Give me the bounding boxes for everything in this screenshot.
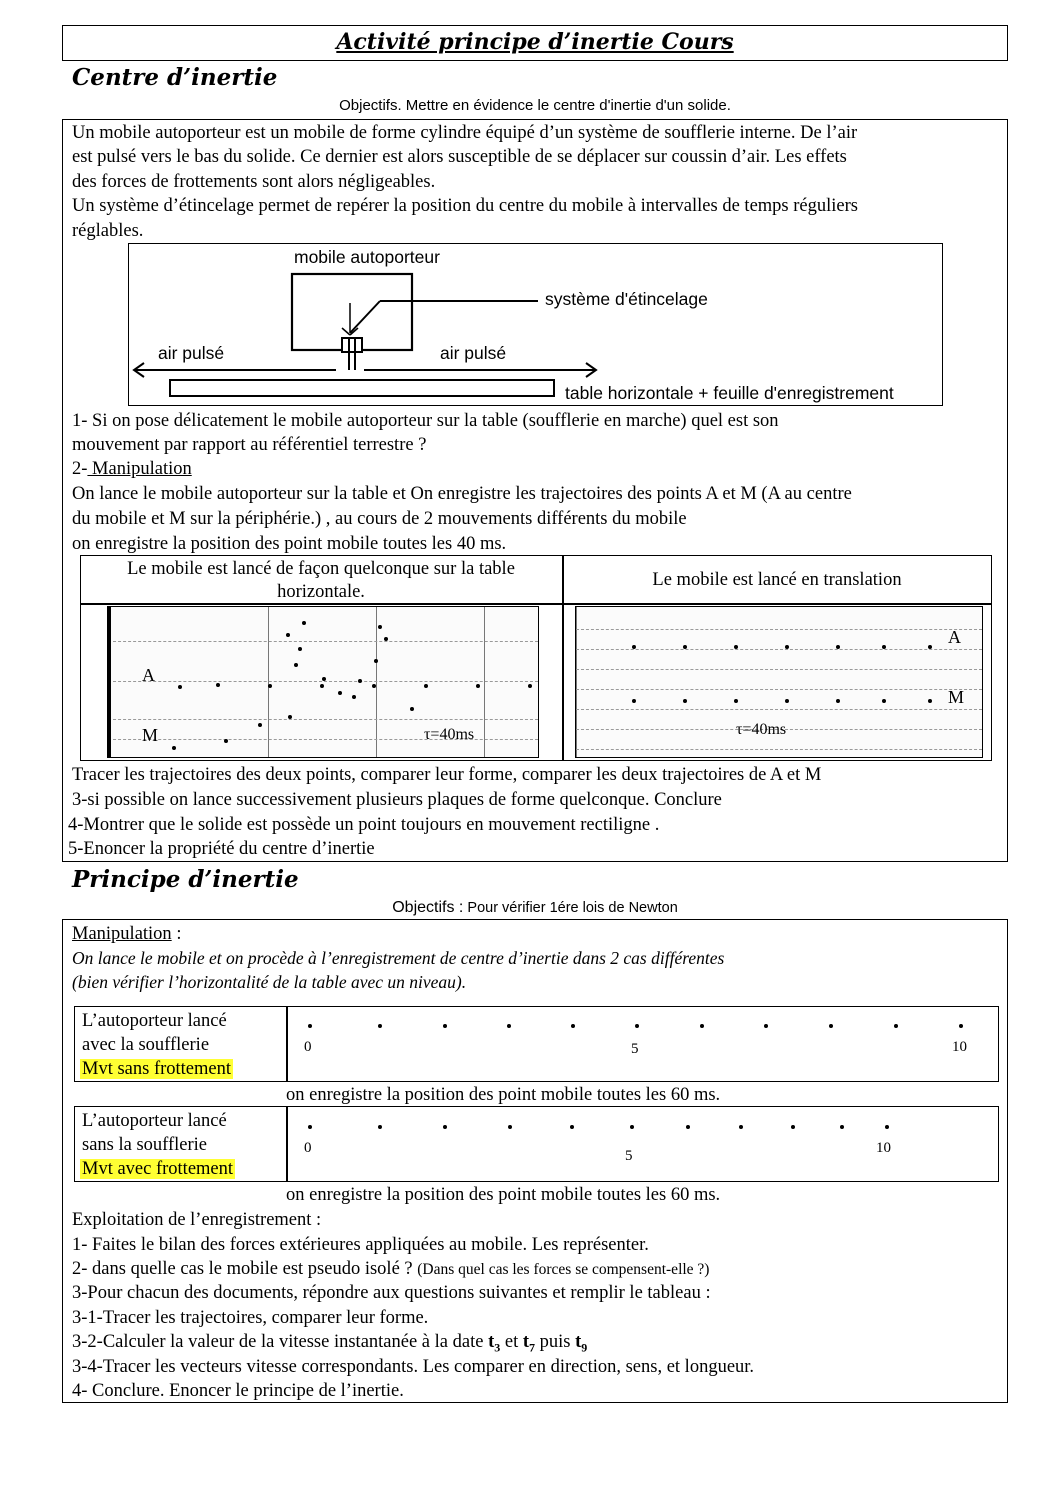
exploit-line-3: 3-Pour chacun des documents, répondre aux questions suivantes et remplir le tableau : <box>72 1283 711 1303</box>
rec2-point-M <box>683 699 687 703</box>
objectives-2-prefix: Objectifs : <box>392 899 464 916</box>
manip-line-3: on enregistre la position des point mobile toutes les 40 ms. <box>72 534 507 554</box>
rec1-point-A <box>320 684 324 688</box>
rec1-point-M <box>358 679 362 683</box>
case1-line-2: avec la soufflerie <box>82 1035 210 1055</box>
case2-point <box>739 1125 743 1129</box>
manip-heading <box>72 922 181 947</box>
case2-tick-5: 5 <box>625 1148 633 1164</box>
case2-tick-10: 10 <box>876 1140 891 1156</box>
rec2-point-M <box>928 699 932 703</box>
objectives-2 <box>0 899 1058 917</box>
rec1-point-A <box>268 684 272 688</box>
rec1-point-A <box>424 684 428 688</box>
case2-tick-0: 0 <box>304 1140 312 1156</box>
rec2-tau-label: τ=40ms <box>736 721 787 738</box>
case1-interval-note: on enregistre la position des point mobile toutes les 60 ms. <box>286 1085 721 1105</box>
case2-highlight <box>80 1157 235 1182</box>
rec2-point-A <box>836 645 840 649</box>
case1-line-1: L’autoporteur lancé <box>82 1011 227 1031</box>
exploit-line-2-note: (Dans quel cas les forces se compensent-elle ?) <box>417 1261 710 1278</box>
case2-interval-note: on enregistre la position des point mobile toutes les 60 ms. <box>286 1185 721 1205</box>
objectives-1: Objectifs. Mettre en évidence le centre d'inertie d'un solide. <box>339 97 731 114</box>
case1-recording <box>288 1008 996 1080</box>
exploit-line-2 <box>72 1257 709 1283</box>
rec1-point-M <box>286 633 290 637</box>
label-air-pulse-left: air pulsé <box>158 343 225 363</box>
section-heading-centre-inertie: Centre d’inertie <box>72 64 278 91</box>
page-title: Activité principe d’inertie Cours <box>336 29 734 55</box>
after-line-2: 3-si possible on lance successivement plusieurs plaques de forme quelconque. Conclure <box>72 790 722 810</box>
case1-point <box>443 1024 447 1028</box>
question-1-line-2: mouvement par rapport au référentiel terrestre ? <box>72 435 427 455</box>
case1-point <box>571 1024 575 1028</box>
case2-point <box>840 1125 844 1129</box>
intro-line-1: Un mobile autoporteur est un mobile de forme cylindre équipé d’un système de soufflerie interne. De l’air <box>72 123 858 143</box>
rec2-point-A <box>882 645 886 649</box>
case2-line-1: L’autoporteur lancé <box>82 1111 227 1131</box>
case2-recording <box>288 1108 996 1180</box>
rec1-point-M <box>378 625 382 629</box>
rec2-label-A: A <box>948 627 961 647</box>
rec2-point-M <box>836 699 840 703</box>
rec1-point-M <box>322 677 326 681</box>
mobile-drawing <box>128 243 943 406</box>
manip-line-1: On lance le mobile autoporteur sur la table et On enregistre les trajectoires des points A et M (A au centre <box>72 484 852 504</box>
rec2-label-M: M <box>948 687 965 707</box>
case1-point <box>507 1024 511 1028</box>
rec1-point-M <box>224 739 228 743</box>
rec2-point-M <box>882 699 886 703</box>
time-t3: $t_3$ <box>488 1332 501 1355</box>
rec2-point-A <box>785 645 789 649</box>
recording-translation <box>575 606 983 758</box>
rec1-point-M <box>384 637 388 641</box>
manip2-line-1: On lance le mobile et on procède à l’enregistrement de centre d’inertie dans 2 cas différentes <box>72 948 725 968</box>
case1-point <box>829 1024 833 1028</box>
case2-point <box>630 1125 634 1129</box>
exploit-line-3-2-text: 3-2-Calculer la valeur de la vitesse instantanée à la date <box>72 1332 489 1352</box>
rec2-point-A <box>928 645 932 649</box>
time-t9: $t_9$ <box>575 1332 588 1355</box>
rec1-point-M <box>352 695 356 699</box>
exploit-line-4: 4- Conclure. Enoncer le principe de l’inertie. <box>72 1381 404 1401</box>
word-puis: puis <box>535 1332 576 1352</box>
rec2-point-A <box>734 645 738 649</box>
label-mobile-autoporteur: mobile autoporteur <box>294 247 440 267</box>
exploit-line-2-main: 2- dans quelle cas le mobile est pseudo isolé ? <box>72 1259 418 1279</box>
rec1-point-A <box>178 685 182 689</box>
table-header-col1-line2: horizontale. <box>277 582 365 602</box>
rec1-point-A <box>372 684 376 688</box>
after-line-1: Tracer les trajectoires des deux points, comparer leur forme, comparer les deux trajectoires de A et M <box>72 765 822 785</box>
label-systeme-etincelage: système d'étincelage <box>545 289 708 309</box>
case2-point <box>378 1125 382 1129</box>
section-heading-principe-inertie: Principe d’inertie <box>72 866 299 893</box>
case1-point <box>700 1024 704 1028</box>
rec1-point-M <box>338 691 342 695</box>
after-line-3: 4-Montrer que le solide est possède un point toujours en mouvement rectiligne . <box>68 815 660 835</box>
rec1-label-A: A <box>142 665 155 685</box>
rec1-point-M <box>410 707 414 711</box>
intro-line-2: est pulsé vers le bas du solide. Ce dernier est alors susceptible de se déplacer sur coussin d’air. Les effets <box>72 147 847 167</box>
exploit-line-3-1: 3-1-Tracer les trajectoires, comparer leur forme. <box>72 1308 429 1328</box>
objectives-2-text: Pour vérifier 1ére lois de Newton <box>463 900 678 916</box>
case2-point <box>885 1125 889 1129</box>
rec2-point-M <box>734 699 738 703</box>
intro-line-5: réglables. <box>72 221 144 241</box>
after-line-4: 5-Enoncer la propriété du centre d’inertie <box>68 839 375 859</box>
intro-line-3: des forces de frottements sont alors négligeables. <box>72 172 436 192</box>
rec1-label-M: M <box>142 725 159 745</box>
rec1-point-M <box>294 663 298 667</box>
rec2-point-M <box>785 699 789 703</box>
intro-line-4: Un système d’étincelage permet de repérer la position du centre du mobile à intervalles de temps réguliers <box>72 196 858 216</box>
case2-line-2: sans la soufflerie <box>82 1135 208 1155</box>
question-2-heading <box>72 457 192 482</box>
label-air-pulse-right: air pulsé <box>440 343 507 363</box>
case2-point <box>308 1125 312 1129</box>
case2-point <box>570 1125 574 1129</box>
case2-point <box>443 1125 447 1129</box>
manip-heading-colon: : <box>171 924 182 944</box>
rec1-point-A <box>528 684 532 688</box>
manip-heading-label: Manipulation <box>72 924 172 944</box>
case1-point <box>894 1024 898 1028</box>
rec1-point-A <box>216 683 220 687</box>
exploit-line-1: 1- Faites le bilan des forces extérieures appliquées au mobile. Les représenter. <box>72 1235 649 1255</box>
case2-point <box>791 1125 795 1129</box>
question-2-number: 2- <box>72 459 88 479</box>
case1-point <box>764 1024 768 1028</box>
manip2-line-2: (bien vérifier l’horizontalité de la table avec un niveau). <box>72 972 467 992</box>
rec2-point-A <box>632 645 636 649</box>
case1-highlight <box>80 1057 233 1082</box>
rec1-point-M <box>302 621 306 625</box>
case1-point <box>635 1024 639 1028</box>
rec1-point-M <box>374 659 378 663</box>
recording-arbitrary-motion <box>107 606 539 758</box>
table-header-col1-line1: Le mobile est lancé de façon quelconque sur la table <box>127 559 515 579</box>
exploit-heading: Exploitation de l’enregistrement : <box>72 1210 322 1230</box>
rec2-point-M <box>632 699 636 703</box>
case1-point <box>308 1024 312 1028</box>
rec1-tau-label: τ=40ms <box>424 726 475 743</box>
label-table-horizontale: table horizontale + feuille d'enregistrement <box>565 383 894 403</box>
case1-point <box>378 1024 382 1028</box>
table-header-col2: Le mobile est lancé en translation <box>652 570 902 590</box>
rec1-point-M <box>288 715 292 719</box>
rec1-point-M <box>258 723 262 727</box>
rec1-point-M <box>172 746 176 750</box>
rec1-point-M <box>298 647 302 651</box>
rec2-point-A <box>683 645 687 649</box>
question-1-line-1: 1- Si on pose délicatement le mobile autoporteur sur la table (soufflerie en marche) quel est son <box>72 411 779 431</box>
exploit-line-3-4: 3-4-Tracer les vecteurs vitesse correspondants. Les comparer en direction, sens, et longueur. <box>72 1357 755 1377</box>
case1-highlight-text: Mvt sans frottement <box>82 1059 232 1079</box>
case1-point <box>959 1024 963 1028</box>
case2-point <box>686 1125 690 1129</box>
question-2-label: Manipulation <box>87 459 192 479</box>
case1-tick-5: 5 <box>631 1041 639 1057</box>
time-t7: $t_7$ <box>522 1332 536 1355</box>
rec1-point-A <box>476 684 480 688</box>
word-et: et <box>500 1332 523 1352</box>
case2-point <box>508 1125 512 1129</box>
manip-line-2: du mobile et M sur la périphérie.) , au cours de 2 mouvements différents du mobile <box>72 509 687 529</box>
case2-highlight-text: Mvt avec frottement <box>82 1159 234 1179</box>
case1-tick-0: 0 <box>304 1039 312 1055</box>
case1-tick-10: 10 <box>952 1039 967 1055</box>
